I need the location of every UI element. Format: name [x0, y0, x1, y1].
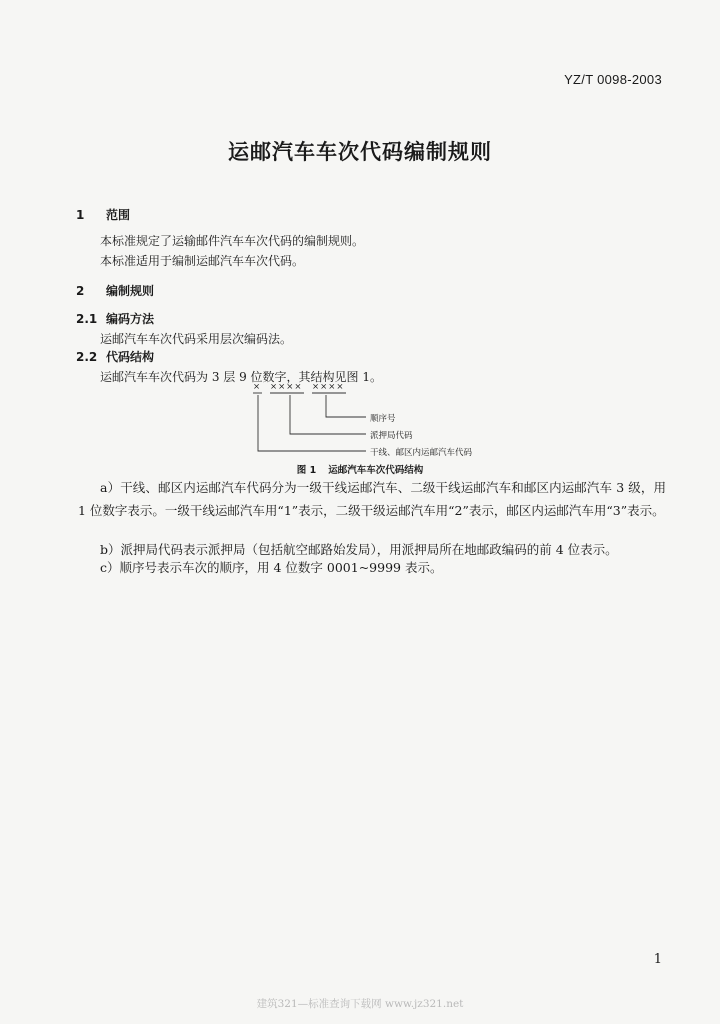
paragraph: 运邮汽车车次代码为 3 层 9 位数字，其结构见图 1。 — [100, 370, 382, 384]
paragraph: 本标准适用于编制运邮汽车车次代码。 — [100, 254, 305, 268]
section-title: 编码方法 — [106, 312, 155, 326]
label-sequence-number: 顺序号 — [370, 414, 396, 424]
list-marker: a） — [100, 480, 121, 495]
section-number: 2 — [76, 284, 85, 298]
section-title: 代码结构 — [106, 350, 155, 364]
page-number: 1 — [653, 952, 662, 967]
connector-sequence — [326, 395, 366, 417]
code-group-dispatch: ×××× — [270, 382, 303, 392]
document-title: 运邮汽车车次代码编制规则 — [228, 140, 492, 164]
section-number: 1 — [76, 208, 85, 222]
code-group-sequence: ×××× — [312, 382, 345, 392]
figure-number: 图 1 — [296, 465, 317, 476]
connector-layer-1 — [258, 395, 366, 451]
figure-caption — [0, 462, 720, 476]
list-text: 派押局代码表示派押局（包括航空邮路始发局），用派押局所在地邮政编码的前 4 位表示。 — [120, 542, 618, 557]
list-text: 干线、邮区内运邮汽车代码分为一级干线运邮汽车、二级干线运邮汽车和邮区内运邮汽车 3 级，用 1 位数字表示。一级干线运邮汽车用“1”表示，二级干级运邮汽车用“2”表示，邮区内运邮汽车用“3”表示。 — [78, 480, 667, 518]
code-group-layer-1: × — [253, 382, 261, 392]
section-number: 2.2 — [76, 350, 98, 364]
label-dispatch-office-code: 派押局代码 — [370, 431, 413, 441]
list-text: 顺序号表示车次的顺序，用 4 位数字 0001~9999 表示。 — [119, 560, 443, 575]
section-number: 2.1 — [76, 312, 98, 326]
figure-title: 运邮汽车车次代码结构 — [328, 465, 424, 476]
list-item-c — [78, 556, 666, 579]
list-marker: b） — [100, 542, 121, 557]
section-title: 编制规则 — [106, 284, 155, 298]
section-title: 范围 — [106, 208, 131, 222]
standard-number: YZ/T 0098-2003 — [564, 72, 662, 87]
paragraph: 本标准规定了运输邮件汽车车次代码的编制规则。 — [100, 234, 365, 248]
watermark: 建筑321—标准查询下载网 www.jz321.net — [256, 998, 464, 1010]
list-item-a — [78, 476, 666, 522]
list-marker: c） — [100, 560, 120, 575]
paragraph: 运邮汽车车次代码采用层次编码法。 — [100, 332, 293, 346]
label-trunk-regional-vehicle-code: 干线、邮区内运邮汽车代码 — [370, 448, 473, 458]
connector-dispatch — [290, 395, 366, 434]
